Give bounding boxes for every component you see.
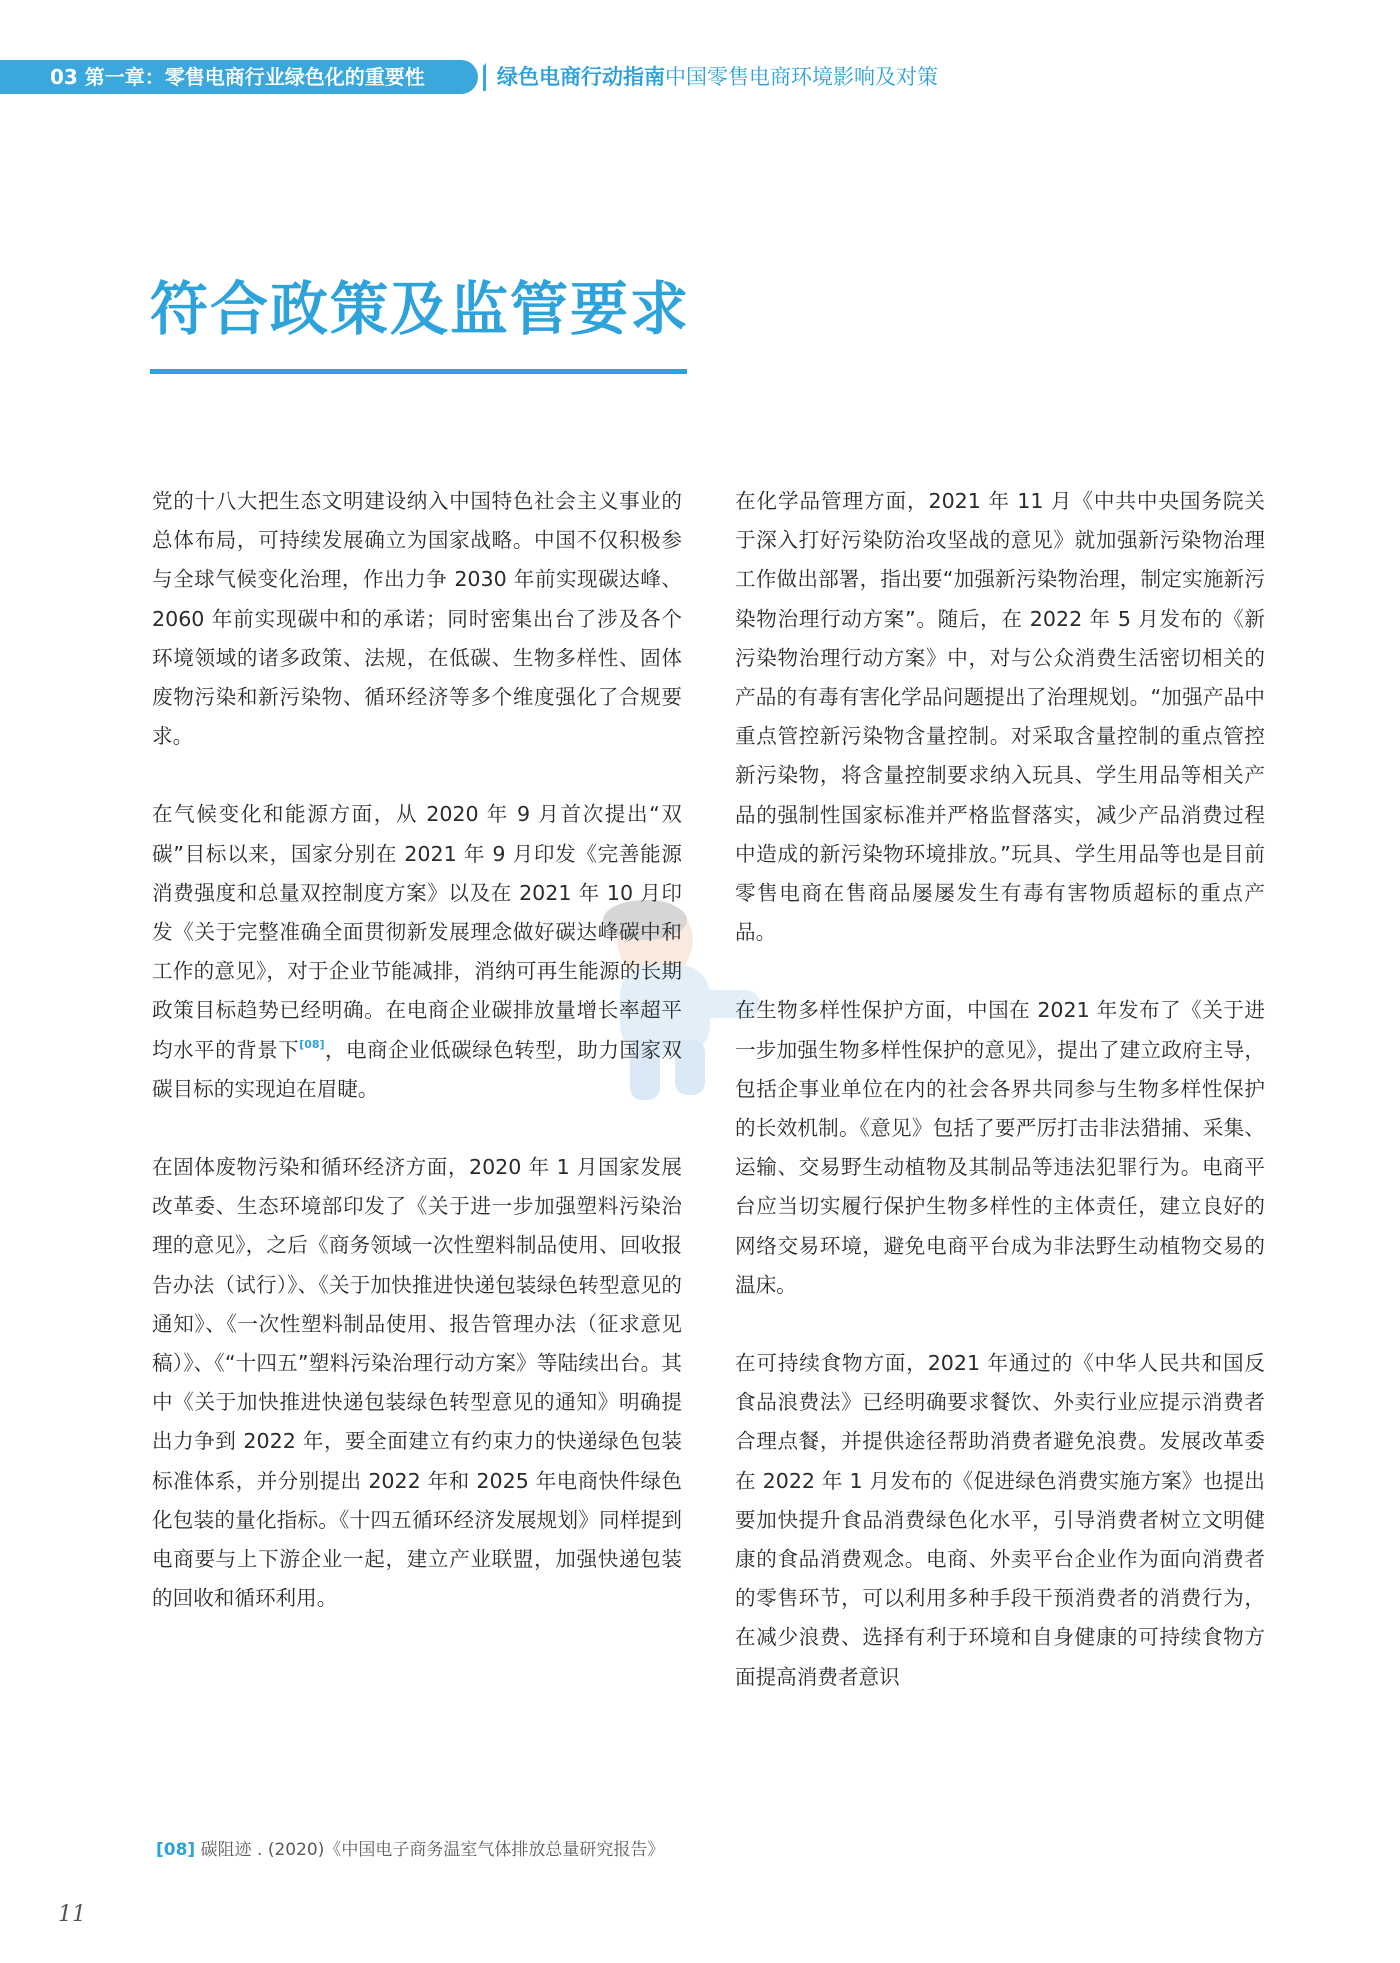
title-underline (150, 369, 687, 374)
page-number: 11 (58, 1902, 86, 1927)
chapter-tab: 03 第一章：零售电商行业绿色化的重要性 (0, 60, 478, 94)
chapter-tab-notch (472, 63, 486, 91)
guide-title-sub: 中国零售电商环境影响及对策 (665, 65, 938, 89)
paragraph-biodiversity: 在生物多样性保护方面，中国在 2021 年发布了《关于进一步加强生物多样性保护的意见》，提出了建立政府主导，包括企事业单位在内的社会各界共同参与生物多样性保护的长效机制。《意见》包括了要严厉打击非法猎捕、采集、运输、交易野生动植物及其制品等违法犯罪行为。电商平台应当切实履行保护生物多样性的主体责任，建立良好的网络交易环境，避免电商平台成为非法野生动植物交易的温床。 (735, 998, 1265, 1297)
paragraph-climate-energy (152, 795, 682, 1109)
paragraph-solid-waste: 在固体废物污染和循环经济方面，2020 年 1 月国家发展改革委、生态环境部印发了《关于进一步加强塑料污染治理的意见》，之后《商务领域一次性塑料制品使用、回收报告办法（试行）》、《关于加快推进快递包装绿色转型意见的通知》、《一次性塑料制品使用、报告管理办法（征求意见稿）》、《“十四五”塑料污染治理行动方案》等陆续出台。其中《关于加快推进快递包装绿色转型意见的通知》明确提出力争到 2022 年，要全面建立有约束力的快递绿色包装标准体系，并分别提出 2022 年和 2025 年电商快件绿色化包装的量化指标。《十四五循环经济发展规划》同样提到电商要与上下游企业一起，建立产业联盟，加强快递包装的回收和循环利用。 (152, 1155, 682, 1611)
right-column (735, 482, 1265, 1697)
paragraph-sustainable-food: 在可持续食物方面，2021 年通过的《中华人民共和国反食品浪费法》已经明确要求餐饮、外卖行业应提示消费者合理点餐，并提供途径帮助消费者避免浪费。发展改革委在 2022 年 1 月发布的《促进绿色消费实施方案》也提出要加快提升食品消费绿色化水平，引导消费者树立文明健康的食品消费观念。电商、外卖平台企业作为面向消费者的零售环节，可以利用多种手段干预消费者的消费行为，在减少浪费、选择有利于环境和自身健康的可持续食物方面提高消费者意识 (735, 1351, 1265, 1689)
page-title: 符合政策及监管要求 (150, 275, 691, 343)
footnote-ref-08[interactable]: [08] (299, 1037, 325, 1051)
guide-title-strong: 绿色电商行动指南 (497, 65, 665, 89)
footnote-text: 碳阻迹 . (2020)《中国电子商务温室气体排放总量研究报告》 (195, 1840, 665, 1860)
paragraph-overview: 党的十八大把生态文明建设纳入中国特色社会主义事业的总体布局，可持续发展确立为国家战略。中国不仅积极参与全球气候变化治理，作出力争 2030 年前实现碳达峰、2060 年前实现碳中和的承诺；同时密集出台了涉及各个环境领域的诸多政策、法规，在低碳、生物多样性、固体废物污染和新污染物、循环经济等多个维度强化了合规要求。 (152, 489, 682, 749)
footnote-tag: [08] (156, 1840, 196, 1860)
paragraph-chemicals: 在化学品管理方面，2021 年 11 月《中共中央国务院关于深入打好污染防治攻坚战的意见》就加强新污染物治理工作做出部署，指出要“加强新污染物治理，制定实施新污染物治理行动方案”。随后，在 2022 年 5 月发布的《新污染物治理行动方案》中，对与公众消费生活密切相关的产品的有毒有害化学品问题提出了治理规划。“加强产品中重点管控新污染物含量控制。对采取含量控制的重点管控新污染物，将含量控制要求纳入玩具、学生用品等相关产品的强制性国家标准并严格监督落实，减少产品消费过程中造成的新污染物环境排放。”玩具、学生用品等也是目前零售电商在售商品屡屡发生有毒有害物质超标的重点产品。 (735, 489, 1265, 945)
guide-title (497, 60, 938, 94)
footnote (156, 1835, 664, 1860)
climate-text: 在气候变化和能源方面，从 2020 年 9 月首次提出“双碳”目标以来，国家分别在 2021 年 9 月印发《完善能源消费强度和总量双控制度方案》以及在 2021 年 10 月印发《关于完整准确全面贯彻新发展理念做好碳达峰碳中和工作的意见》，对于企业节能减排，消纳可再生能源的长期政策目标趋势已经明确。在电商企业碳排放量增长率超平均水平的背景下 (152, 802, 682, 1062)
left-column (152, 482, 682, 1618)
page-header (0, 60, 1400, 94)
climate-text-tail: ，电商企业低碳绿色转型，助力国家双碳目标的实现迫在眉睫。 (152, 1037, 683, 1101)
